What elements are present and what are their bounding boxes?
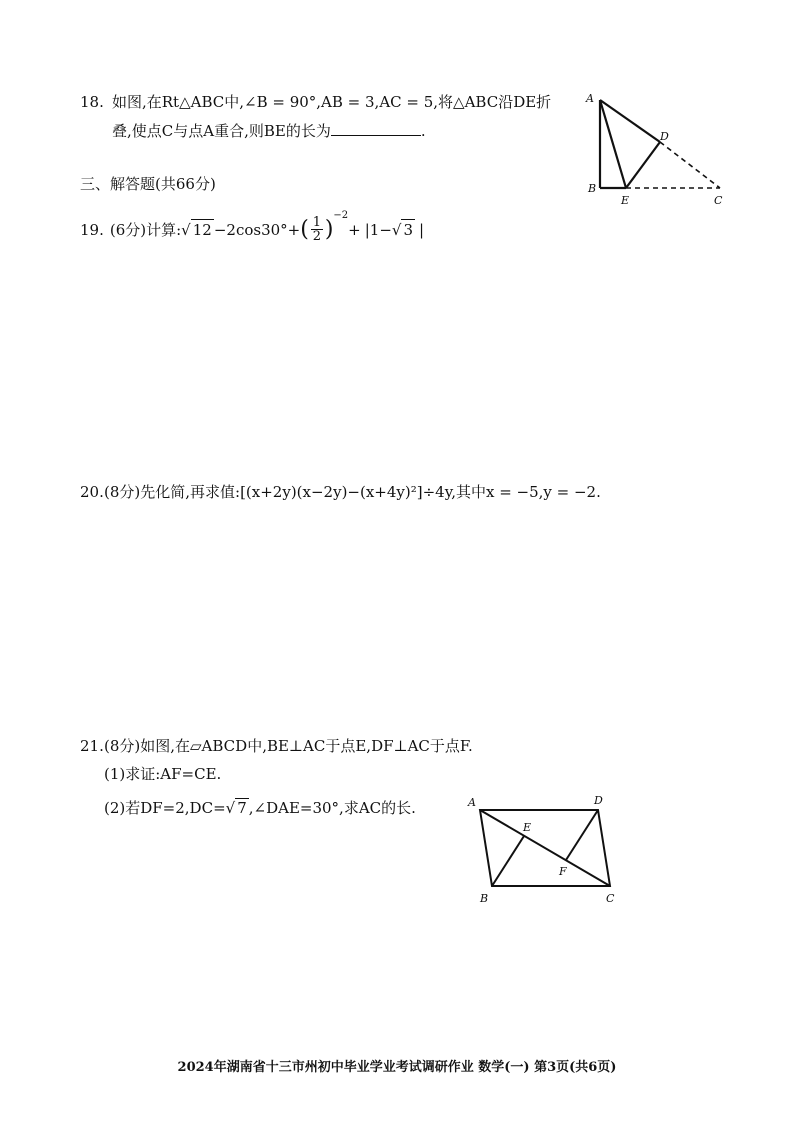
fraction-one-half [311, 216, 323, 243]
segment-be [492, 836, 524, 886]
q21-number: 21. [80, 737, 104, 755]
paren-close: ) [324, 216, 334, 242]
point-label-c: C [606, 892, 615, 905]
point-label-e: E [621, 194, 630, 207]
q19-line [80, 209, 425, 244]
q18-line2-text: 叠,使点C与点A重合,则BE的长为 [112, 122, 331, 140]
point-label-b: B [588, 182, 597, 195]
q19-minus-cos: −2cos30°+ [213, 220, 301, 239]
answer-blank [331, 121, 421, 136]
fraction-denominator: 2 [312, 229, 321, 244]
sqrt-symbol-7: √ [225, 799, 236, 817]
q21-parallelogram-figure [462, 790, 628, 906]
fraction-numerator: 1 [312, 215, 321, 230]
point-label-b: B [480, 892, 489, 905]
sqrt-symbol-3: √ [391, 220, 402, 239]
q19-abs-left: |1− [364, 220, 392, 239]
q21-part2 [104, 798, 416, 818]
sqrt-symbol: √ [181, 220, 191, 239]
sqrt12-radicand: 12 [192, 221, 212, 239]
q18-end: . [420, 122, 426, 140]
q21-part2-pre: (2)若DF=2,DC= [104, 799, 226, 817]
page-footer: 2024年湖南省十三市州初中毕业学业考试调研作业 数学(一) 第3页(共6页) [177, 1060, 617, 1075]
section3-title: 三、解答题(共66分) [80, 175, 216, 193]
point-label-d: D [660, 130, 669, 143]
point-label-a: A [468, 796, 476, 809]
sqrt3-radicand: 3 [403, 221, 414, 239]
q18-triangle-figure [580, 88, 730, 210]
point-label-e: E [523, 821, 532, 834]
q19-prefix: 计算: [146, 220, 182, 239]
point-label-a: A [586, 92, 594, 105]
q21-part2-post: ,∠DAE=30°,求AC的长. [248, 799, 416, 817]
paren-open: ( [300, 216, 309, 242]
segment-dc [660, 142, 720, 188]
segment-de [626, 142, 660, 188]
q19-plus: + [348, 220, 361, 239]
q21-line1: (8分)如图,在▱ABCD中,BE⊥AC于点E,DF⊥AC于点F. [104, 737, 473, 755]
q19-number: 19. [80, 220, 104, 239]
q19-abs-right: | [419, 220, 425, 239]
q19-exponent: −2 [333, 209, 349, 221]
segment-ad [600, 100, 660, 142]
q20-number: 20. [80, 483, 104, 501]
segment-ae [600, 100, 626, 188]
q18-line2 [112, 121, 426, 141]
point-label-c: C [714, 194, 723, 207]
sqrt7-radicand: 7 [237, 799, 247, 817]
segment-df [566, 810, 598, 860]
q18-line1: 如图,在Rt△ABC中,∠B = 90°,AB = 3,AC = 5,将△ABC沿DE折 [112, 93, 552, 111]
q18-number: 18. [80, 93, 104, 111]
point-label-f: F [559, 865, 567, 878]
q21-part1: (1)求证:AF=CE. [104, 765, 222, 783]
q20-text: (8分)先化简,再求值:[(x+2y)(x−2y)−(x+4y)²]÷4y,其中x = −5,y = −2. [104, 483, 601, 501]
point-label-d: D [594, 794, 603, 807]
q19-score: (6分) [109, 220, 147, 239]
